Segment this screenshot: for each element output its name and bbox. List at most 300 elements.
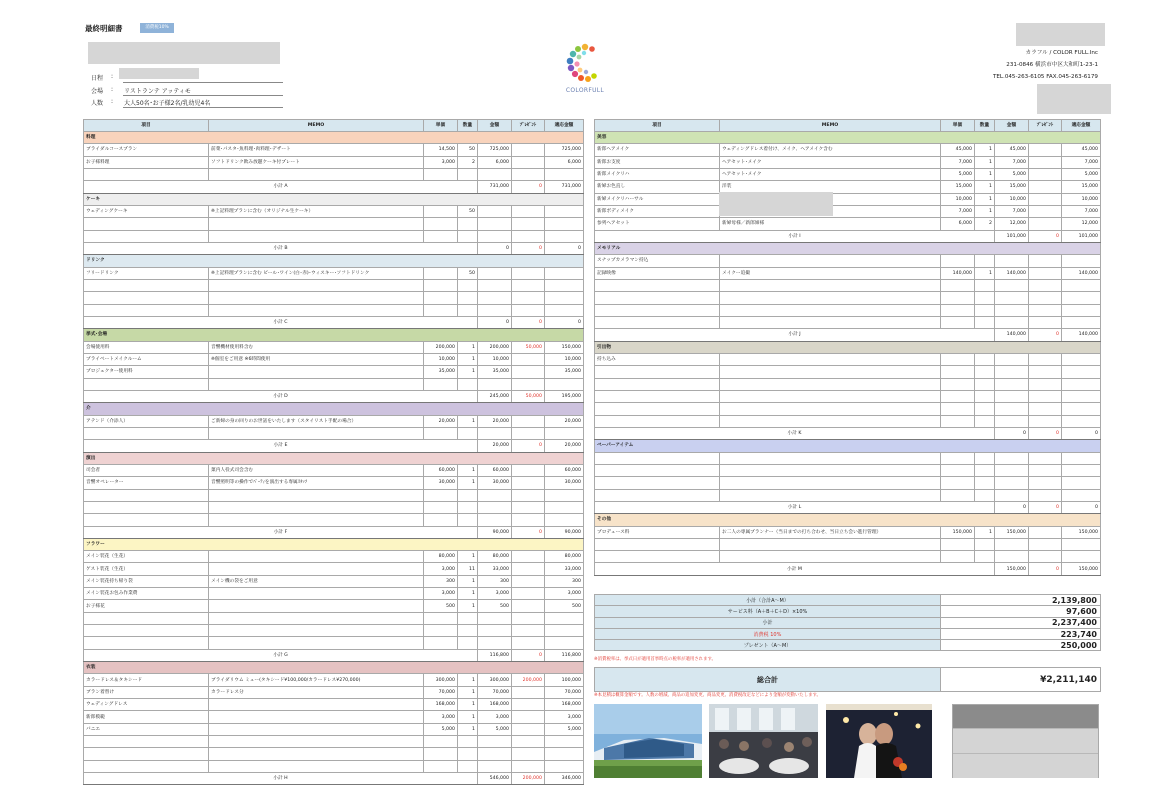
table-cell: 50 bbox=[458, 205, 478, 217]
table-cell bbox=[1029, 551, 1062, 563]
table-cell bbox=[1029, 267, 1062, 279]
table-cell: 5,000 bbox=[941, 168, 975, 180]
table-cell: 新郎ボディメイク bbox=[595, 205, 720, 217]
table-cell bbox=[1062, 538, 1101, 550]
table-cell bbox=[512, 501, 545, 513]
subtotal-cell: 0 bbox=[512, 181, 545, 193]
table-cell bbox=[595, 551, 720, 563]
table-cell bbox=[512, 489, 545, 501]
table-cell: 1 bbox=[458, 551, 478, 563]
table-cell bbox=[1029, 205, 1062, 217]
table-cell bbox=[720, 316, 941, 328]
subtotal-cell: 0 bbox=[545, 316, 584, 328]
table-cell bbox=[1062, 292, 1101, 304]
company-info bbox=[940, 47, 1098, 83]
subtotal-cell: 20,000 bbox=[478, 440, 512, 452]
table-cell bbox=[995, 255, 1029, 267]
table-cell: 168,000 bbox=[424, 699, 458, 711]
table-cell: 新郎お支度 bbox=[595, 156, 720, 168]
table-cell: 168,000 bbox=[545, 699, 584, 711]
table-cell bbox=[512, 427, 545, 439]
table-cell bbox=[512, 353, 545, 365]
table-cell bbox=[512, 723, 545, 735]
table-row bbox=[84, 600, 584, 612]
table-cell: フリードリンク bbox=[84, 267, 209, 279]
table-cell bbox=[1029, 316, 1062, 328]
summary-row bbox=[595, 595, 1101, 606]
redacted-bar bbox=[953, 729, 1098, 753]
table-row bbox=[595, 144, 1101, 156]
subtotal-label: 小計 D bbox=[84, 390, 478, 402]
table-cell: 1 bbox=[975, 193, 995, 205]
table-cell bbox=[512, 686, 545, 698]
table-cell: 5,000 bbox=[1062, 168, 1101, 180]
table-cell: 1 bbox=[975, 156, 995, 168]
summary-value: 223,740 bbox=[941, 628, 1101, 639]
table-cell bbox=[209, 427, 424, 439]
table-cell: ソフトドリンク飲み放題ケーキ付プレート bbox=[209, 156, 424, 168]
table-cell bbox=[1062, 477, 1101, 489]
category-label: ペーパーアイテム bbox=[595, 440, 1101, 452]
table-row bbox=[84, 477, 584, 489]
table-cell bbox=[512, 477, 545, 489]
table-row bbox=[84, 218, 584, 230]
table-cell bbox=[478, 292, 512, 304]
table-cell: 音響オペレーター bbox=[84, 477, 209, 489]
table-cell: 45,000 bbox=[995, 144, 1029, 156]
table-row bbox=[84, 464, 584, 476]
category-row bbox=[595, 132, 1101, 144]
table-row bbox=[595, 168, 1101, 180]
table-cell: 5,000 bbox=[545, 723, 584, 735]
table-row bbox=[595, 279, 1101, 291]
table-cell bbox=[975, 390, 995, 402]
table-row bbox=[84, 168, 584, 180]
table-cell bbox=[941, 464, 975, 476]
table-cell: 新婦母様／新郎姉様 bbox=[720, 218, 941, 230]
table-row bbox=[595, 452, 1101, 464]
table-row bbox=[84, 144, 584, 156]
table-cell bbox=[209, 588, 424, 600]
subtotal-cell: 150,000 bbox=[995, 563, 1029, 575]
table-cell bbox=[424, 760, 458, 772]
table-cell bbox=[209, 514, 424, 526]
table-cell: 7,000 bbox=[941, 156, 975, 168]
table-cell bbox=[512, 575, 545, 587]
subtotal-cell: 0 bbox=[1029, 329, 1062, 341]
table-cell bbox=[545, 612, 584, 624]
subtotal-row bbox=[84, 316, 584, 328]
table-cell: 菓内人役式司会含む bbox=[209, 464, 424, 476]
table-cell: 6,000 bbox=[545, 156, 584, 168]
subtotal-cell: 0 bbox=[1029, 230, 1062, 242]
table-cell bbox=[995, 353, 1029, 365]
table-cell: 10,000 bbox=[545, 353, 584, 365]
table-cell bbox=[995, 415, 1029, 427]
table-row bbox=[84, 427, 584, 439]
table-cell bbox=[720, 390, 941, 402]
table-cell: 1 bbox=[458, 686, 478, 698]
table-cell: 20,000 bbox=[545, 415, 584, 427]
table-cell bbox=[512, 292, 545, 304]
table-cell bbox=[975, 551, 995, 563]
table-cell: 1 bbox=[975, 168, 995, 180]
table-cell bbox=[595, 489, 720, 501]
table-cell: ご新婦の身の回りのお世話をいたします（スタイリスト手配の場合） bbox=[209, 415, 424, 427]
table-cell bbox=[424, 267, 458, 279]
table-cell bbox=[720, 279, 941, 291]
table-cell bbox=[458, 279, 478, 291]
table-cell bbox=[478, 612, 512, 624]
table-cell bbox=[1029, 218, 1062, 230]
table-cell: 80,000 bbox=[545, 551, 584, 563]
table-row bbox=[595, 378, 1101, 390]
subtotal-cell: 0 bbox=[1029, 563, 1062, 575]
table-cell bbox=[1029, 390, 1062, 402]
table-cell bbox=[1062, 316, 1101, 328]
table-cell bbox=[512, 279, 545, 291]
table-cell: 30,000 bbox=[478, 477, 512, 489]
table-cell: 150,000 bbox=[941, 526, 975, 538]
column-header: 単価 bbox=[424, 120, 458, 132]
table-cell bbox=[512, 736, 545, 748]
table-cell: 1 bbox=[975, 526, 995, 538]
table-cell bbox=[1029, 144, 1062, 156]
table-cell bbox=[84, 514, 209, 526]
table-row bbox=[84, 575, 584, 587]
table-cell: 1 bbox=[975, 181, 995, 193]
table-cell: 新婦お色直し bbox=[595, 181, 720, 193]
subtotal-row bbox=[84, 773, 584, 785]
table-cell bbox=[209, 304, 424, 316]
total-value: ¥2,211,140 bbox=[941, 668, 1101, 692]
table-cell bbox=[84, 230, 209, 242]
table-row bbox=[595, 464, 1101, 476]
table-row bbox=[595, 403, 1101, 415]
table-cell bbox=[458, 736, 478, 748]
table-cell bbox=[424, 292, 458, 304]
estimate-table-left bbox=[83, 119, 584, 785]
table-cell bbox=[458, 304, 478, 316]
table-cell: 新婦メイクリハーサル bbox=[595, 193, 720, 205]
table-cell bbox=[995, 452, 1029, 464]
table-cell: 3,000 bbox=[478, 588, 512, 600]
table-row bbox=[84, 366, 584, 378]
table-cell: 15,000 bbox=[995, 181, 1029, 193]
table-cell bbox=[995, 538, 1029, 550]
subtotal-cell: 140,000 bbox=[1062, 329, 1101, 341]
table-cell bbox=[720, 403, 941, 415]
table-row bbox=[595, 255, 1101, 267]
table-cell bbox=[975, 366, 995, 378]
table-cell bbox=[975, 304, 995, 316]
table-cell bbox=[995, 378, 1029, 390]
table-cell bbox=[941, 378, 975, 390]
table-cell bbox=[1062, 415, 1101, 427]
table-cell bbox=[545, 218, 584, 230]
summary-value: 97,600 bbox=[941, 606, 1101, 617]
table-cell bbox=[458, 760, 478, 772]
tax-badge: 消費税10% bbox=[140, 23, 174, 33]
table-row bbox=[84, 353, 584, 365]
table-cell bbox=[995, 366, 1029, 378]
subtotal-cell: 50,000 bbox=[512, 390, 545, 402]
table-cell bbox=[512, 563, 545, 575]
table-cell: 会場使用料 bbox=[84, 341, 209, 353]
table-cell bbox=[424, 205, 458, 217]
info-row-date bbox=[91, 73, 291, 84]
table-row bbox=[595, 353, 1101, 365]
table-cell bbox=[975, 316, 995, 328]
table-row bbox=[595, 366, 1101, 378]
table-cell bbox=[595, 538, 720, 550]
table-cell: ブライダルコースプラン bbox=[84, 144, 209, 156]
table-cell bbox=[595, 464, 720, 476]
estimate-note: ※本見積は概算金額です。人数の増減、商品の追加変更、商品変更、消費税改定などにより金額が変動いたします。 bbox=[594, 693, 821, 698]
table-cell: メイクー追撮 bbox=[720, 267, 941, 279]
column-header: MEMO bbox=[209, 120, 424, 132]
table-cell: 参列ヘアセット bbox=[595, 218, 720, 230]
table-cell bbox=[1062, 390, 1101, 402]
table-cell: 2 bbox=[975, 218, 995, 230]
table-cell bbox=[1029, 181, 1062, 193]
table-cell bbox=[478, 514, 512, 526]
table-cell: 500 bbox=[424, 600, 458, 612]
subtotal-cell: 0 bbox=[512, 649, 545, 661]
table-cell bbox=[512, 415, 545, 427]
table-row bbox=[84, 612, 584, 624]
category-row bbox=[84, 662, 584, 674]
table-cell: 1 bbox=[458, 353, 478, 365]
table-cell bbox=[84, 304, 209, 316]
table-cell: ウェディングドレス着付け、メイク、ヘアメイク含む bbox=[720, 144, 941, 156]
table-cell bbox=[975, 464, 995, 476]
category-row bbox=[84, 403, 584, 415]
category-label: 衣装 bbox=[84, 662, 584, 674]
table-cell: 33,000 bbox=[545, 563, 584, 575]
table-cell: 音響機材使用料含む bbox=[209, 341, 424, 353]
subtotal-cell: 116,800 bbox=[545, 649, 584, 661]
table-cell bbox=[424, 501, 458, 513]
table-cell: 50 bbox=[458, 267, 478, 279]
table-cell: お二人の専属プランナー（当日までの打ち合わせ、当日立ち会い進行管理） bbox=[720, 526, 941, 538]
summary-value: 2,237,400 bbox=[941, 617, 1101, 628]
table-row bbox=[84, 489, 584, 501]
table-cell bbox=[941, 366, 975, 378]
table-cell: 6,000 bbox=[941, 218, 975, 230]
total-row bbox=[595, 668, 1101, 692]
event-info bbox=[91, 73, 291, 113]
info-colon: : bbox=[111, 98, 114, 105]
table-cell: 35,000 bbox=[478, 366, 512, 378]
column-header: ﾌﾟﾚｾﾞﾝﾄ bbox=[512, 120, 545, 132]
table-cell bbox=[1029, 538, 1062, 550]
table-cell bbox=[478, 748, 512, 760]
table-cell: 20,000 bbox=[424, 415, 458, 427]
table-cell bbox=[720, 452, 941, 464]
subtotal-label: 小計 M bbox=[595, 563, 995, 575]
subtotal-cell: 0 bbox=[512, 242, 545, 254]
table-cell: 140,000 bbox=[1062, 267, 1101, 279]
table-cell: 500 bbox=[478, 600, 512, 612]
subtotal-cell: 101,000 bbox=[995, 230, 1029, 242]
subtotal-label: 小計 A bbox=[84, 181, 478, 193]
subtotal-cell: 200,000 bbox=[512, 773, 545, 785]
table-cell bbox=[545, 427, 584, 439]
table-cell bbox=[1029, 464, 1062, 476]
subtotal-label: 小計 G bbox=[84, 649, 478, 661]
table-cell bbox=[545, 378, 584, 390]
table-cell bbox=[458, 625, 478, 637]
table-cell bbox=[545, 760, 584, 772]
category-label: 演出 bbox=[84, 452, 584, 464]
table-cell bbox=[545, 514, 584, 526]
table-cell bbox=[84, 378, 209, 390]
table-cell bbox=[478, 625, 512, 637]
subtotal-row bbox=[84, 526, 584, 538]
table-cell: ウェディングドレス bbox=[84, 699, 209, 711]
info-row-guests bbox=[91, 98, 291, 109]
table-cell: 30,000 bbox=[545, 477, 584, 489]
table-cell bbox=[941, 403, 975, 415]
table-cell: 3,000 bbox=[424, 563, 458, 575]
table-cell bbox=[995, 316, 1029, 328]
subtotal-row bbox=[595, 230, 1101, 242]
table-cell bbox=[512, 588, 545, 600]
table-cell bbox=[424, 489, 458, 501]
table-cell: 60,000 bbox=[424, 464, 458, 476]
table-cell bbox=[209, 279, 424, 291]
table-cell bbox=[424, 625, 458, 637]
table-cell bbox=[478, 489, 512, 501]
table-cell: 2 bbox=[458, 156, 478, 168]
table-cell: 300 bbox=[545, 575, 584, 587]
table-row bbox=[84, 378, 584, 390]
table-row bbox=[595, 218, 1101, 230]
info-label: 日程 bbox=[91, 75, 104, 82]
table-cell bbox=[995, 390, 1029, 402]
table-cell: 7,000 bbox=[995, 156, 1029, 168]
table-cell bbox=[512, 514, 545, 526]
table-cell bbox=[1029, 279, 1062, 291]
table-cell bbox=[84, 625, 209, 637]
category-label: ドリンク bbox=[84, 255, 584, 267]
table-cell bbox=[545, 736, 584, 748]
table-cell bbox=[720, 255, 941, 267]
table-cell: ※個室をご用意 ※6時間使用 bbox=[209, 353, 424, 365]
info-colon: : bbox=[111, 86, 114, 93]
table-cell bbox=[458, 501, 478, 513]
info-value: リストランテ アッティモ bbox=[123, 86, 283, 96]
table-cell bbox=[1029, 477, 1062, 489]
column-header: 項目 bbox=[595, 120, 720, 132]
reception-hall-photo bbox=[709, 704, 818, 778]
table-cell bbox=[1029, 403, 1062, 415]
subtotal-row bbox=[595, 427, 1101, 439]
table-cell bbox=[1029, 255, 1062, 267]
category-label: 料理 bbox=[84, 132, 584, 144]
subtotal-row bbox=[84, 440, 584, 452]
table-cell bbox=[941, 316, 975, 328]
table-cell bbox=[478, 378, 512, 390]
table-cell bbox=[478, 279, 512, 291]
table-cell: 新郎ヘアメイク bbox=[595, 144, 720, 156]
subtotal-cell: 731,000 bbox=[478, 181, 512, 193]
subtotal-cell: 0 bbox=[545, 242, 584, 254]
table-cell: お子様料理 bbox=[84, 156, 209, 168]
table-cell: カラードレス＆タキシード bbox=[84, 674, 209, 686]
table-cell bbox=[595, 292, 720, 304]
table-cell bbox=[458, 514, 478, 526]
table-row bbox=[84, 711, 584, 723]
table-cell bbox=[995, 304, 1029, 316]
table-cell bbox=[458, 637, 478, 649]
table-cell: 1 bbox=[458, 711, 478, 723]
table-cell: 10,000 bbox=[424, 353, 458, 365]
table-cell bbox=[424, 168, 458, 180]
table-cell: 1 bbox=[458, 464, 478, 476]
table-cell: 725,000 bbox=[545, 144, 584, 156]
table-cell: 168,000 bbox=[478, 699, 512, 711]
table-row bbox=[84, 292, 584, 304]
table-row bbox=[84, 514, 584, 526]
table-cell: 洋装 bbox=[720, 181, 941, 193]
table-cell: プロデュース料 bbox=[595, 526, 720, 538]
table-cell: 14,500 bbox=[424, 144, 458, 156]
table-cell bbox=[975, 538, 995, 550]
table-cell bbox=[209, 292, 424, 304]
table-cell bbox=[545, 304, 584, 316]
table-cell bbox=[545, 267, 584, 279]
table-row bbox=[595, 538, 1101, 550]
table-cell bbox=[458, 292, 478, 304]
subtotal-cell: 0 bbox=[512, 440, 545, 452]
table-row bbox=[84, 625, 584, 637]
column-header: 項目 bbox=[84, 120, 209, 132]
table-cell bbox=[995, 551, 1029, 563]
table-cell: 1 bbox=[458, 588, 478, 600]
table-cell bbox=[595, 403, 720, 415]
redacted-stamp bbox=[1037, 84, 1111, 114]
table-cell bbox=[424, 514, 458, 526]
table-cell bbox=[1062, 353, 1101, 365]
table-cell: 3,000 bbox=[424, 156, 458, 168]
table-cell bbox=[478, 304, 512, 316]
column-header: 適応金額 bbox=[1062, 120, 1101, 132]
table-cell: 6,000 bbox=[478, 156, 512, 168]
table-cell bbox=[424, 612, 458, 624]
table-cell bbox=[720, 366, 941, 378]
table-cell bbox=[458, 612, 478, 624]
table-cell: 80,000 bbox=[424, 551, 458, 563]
table-cell bbox=[545, 637, 584, 649]
category-label: 美容 bbox=[595, 132, 1101, 144]
column-header: 数量 bbox=[458, 120, 478, 132]
subtotal-label: 小計 L bbox=[595, 501, 995, 513]
table-row bbox=[84, 551, 584, 563]
total-table bbox=[594, 667, 1101, 692]
table-cell bbox=[975, 452, 995, 464]
table-cell bbox=[1062, 464, 1101, 476]
table-cell bbox=[720, 489, 941, 501]
table-cell bbox=[458, 230, 478, 242]
subtotal-label: 小計 E bbox=[84, 440, 478, 452]
table-cell: 80,000 bbox=[478, 551, 512, 563]
summary-label: 消費税 10% bbox=[595, 628, 941, 639]
table-row bbox=[595, 390, 1101, 402]
table-row bbox=[84, 699, 584, 711]
table-cell bbox=[84, 736, 209, 748]
